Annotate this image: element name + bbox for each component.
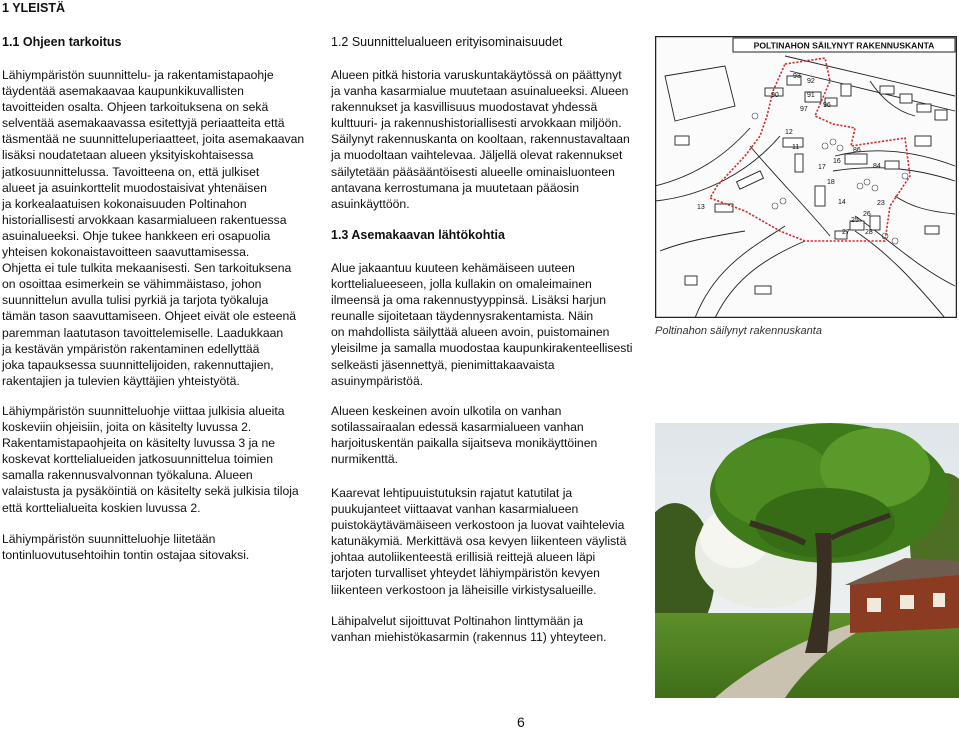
map-label: 12 [785, 129, 793, 136]
map-label: 92 [807, 78, 815, 85]
text-line: antavana kerrostumana ja muutetaan pääosin [331, 180, 579, 195]
text-line: katunäkymiä. Merkittävä osa kevyen liikenteen väylistä [331, 534, 627, 549]
text-line: historiallisesti arvokkaan kasarmialueen rakentuessa [2, 212, 287, 227]
map-label: 18 [827, 179, 835, 186]
middle-paragraph-5 [331, 613, 641, 645]
map-label: 26 [863, 211, 871, 218]
text-line: ilmeensä ja oma rakennustyyppinsä. Lisäksi harjun [331, 293, 607, 308]
map-label: 13 [697, 204, 705, 211]
text-line: valaistusta ja pysäköintiä on käsitelty sekä julkisia tiloja [2, 484, 299, 499]
text-line: Alueen pitkä historia varuskuntakäytössä on päättynyt [331, 68, 622, 82]
map-label: 23 [877, 200, 885, 207]
text-line: nurmikenttä. [331, 452, 399, 467]
heading-erityisominaisuudet: 1.2 Suunnittelualueen erityisominaisuudet [331, 35, 563, 49]
map-label: 25 [851, 217, 859, 224]
map-label: 86 [853, 147, 861, 154]
text-line: ja vanha kasarmialue muutetaan asuinalueeksi. Alueen [331, 84, 629, 99]
left-paragraph-1 [2, 67, 322, 389]
text-line: lisäksi noudatetaan alueen yksityiskohtaisessa [2, 148, 254, 163]
text-line: Säilynyt rakennuskanta on kooltaan, rakennustavaltaan [331, 132, 630, 147]
heading-asemakaavan-lahtokohtia: 1.3 Asemakaavan lähtökohtia [331, 228, 505, 242]
text-line: Lähiympäristön suunnitteluohje viittaa julkisia alueita [2, 404, 285, 418]
text-line: Lähiympäristön suunnitteluohje liitetään [2, 532, 216, 546]
text-line: paremman laatutason tavoittelemiselle. Laadukkaan [2, 325, 284, 340]
map-label: 90 [771, 92, 779, 99]
text-line: Alueen keskeinen avoin ulkotila on vanhan [331, 404, 562, 418]
text-line: että korttelialueita koskien luvussa 2. [2, 500, 201, 515]
text-line: ja kestävän ympäristön rakentaminen edellyttää [2, 341, 260, 356]
text-line: Kaarevat lehtipuuistutuksin rajatut katutilat ja [331, 486, 573, 500]
text-line: on osoittaa esimerkein se vähimmäistaso, johon [2, 277, 262, 292]
text-line: täydentää asemakaavaa kaupunkikuvallisten [2, 84, 244, 99]
map-label: 17 [818, 164, 826, 171]
map-label: 28 [865, 229, 873, 236]
text-line: tontinluovutusehtoihin tontin ostajaa sitovaksi. [2, 548, 250, 563]
text-line: säilytetään pääsääntöisesti alueelle ominaisluonteen [331, 164, 615, 179]
text-line: liikenteen verkostoon ja läheisille virkistysalueille. [331, 582, 597, 597]
text-line: tavoitteiden osalta. Ohjeen tarkoituksena on sekä [2, 100, 269, 115]
text-line: täsmentää ne suunnitteluperiaatteet, joita asemakaavan [2, 132, 305, 147]
text-line: Lähipalvelut sijoittuvat Poltinahon linttymään ja [331, 614, 584, 628]
map-label: 97 [800, 106, 808, 113]
text-line: korttelialueeseen, jolla kullakin on omaleimainen [331, 277, 592, 292]
text-line: Lähiympäristön suunnittelu- ja rakentamistapaohje [2, 68, 274, 82]
heading-ohjeen-tarkoitus: 1.1 Ohjeen tarkoitus [2, 35, 122, 49]
middle-paragraph-1 [331, 67, 641, 212]
section-title: 1 YLEISTÄ [2, 1, 65, 15]
text-line: rakentajien ja tulevien käyttäjien yhteistyötä. [2, 373, 240, 388]
text-line: sotilassairaalan edessä kasarmialueen vanhan [331, 420, 584, 435]
map-label: 96 [823, 102, 831, 109]
text-line: yleisilme ja samalla muodostaa kaupunkirakenteellisesti [331, 341, 633, 356]
text-line: reunalle sijoitetaan täydennysrakentamista. Näin [331, 309, 594, 324]
middle-paragraph-2 [331, 260, 641, 389]
text-line: kulttuuri- ja rakennushistoriallisesti arvokkaan miljöön. [331, 116, 622, 131]
text-line: alueet ja asuinkorttelit muodostaisivat yhtenäisen [2, 180, 267, 195]
text-line: asuinkäyttöön. [331, 196, 410, 211]
map-label: 14 [838, 199, 846, 206]
text-line: jatkosuunnittelussa. Tavoitteena on, että julkiset [2, 164, 260, 179]
map-caption: Poltinahon säilynyt rakennuskanta [655, 325, 822, 337]
text-line: yhteisen kokonaistavoitteen saavuttamisessa. [2, 245, 250, 260]
text-line: selventää asemakaavassa esitettyjä periaatteita että [2, 116, 285, 131]
text-line: puistokäytävämäiseen verkostoon ja luovat vaihtelevia [331, 518, 625, 533]
text-line: puukujanteet viittaavat vanhan kasarmialueen [331, 502, 579, 517]
map-label: 91 [807, 92, 815, 99]
site-map [655, 36, 957, 318]
middle-paragraph-3 [331, 403, 641, 467]
text-line: tämän tason saavuttamiseen. Ohjeet eivät ole esteenä [2, 309, 297, 324]
text-line: rakennukset ja kasvillisuus muodostavat yhdessä [331, 100, 598, 115]
map-label: 93 [793, 73, 801, 80]
middle-paragraph-4 [331, 485, 641, 598]
map-label: 11 [792, 144, 800, 151]
left-paragraph-3 [2, 531, 322, 563]
text-line: koskevat korttelialueiden jatkosuunnittelua toimien [2, 452, 273, 467]
text-line: Ohjetta ei tule tulkita mekaanisesti. Sen tarkoituksena [2, 261, 292, 276]
text-line: ja korkealaatuisen kokonaisuuden Poltinahon [2, 196, 247, 211]
text-line: ja muodoltaan vaihtelevaa. Jäljellä olevat rakennukset [331, 148, 623, 163]
text-line: harjoituskentän paikalla sijaitseva monikäyttöinen [331, 436, 598, 451]
map-label: 84 [873, 163, 881, 170]
text-line: tarjoten turvalliset yhteydet lähiympäristön kevyen [331, 566, 600, 581]
text-line: suunnittelun avulla tulisi pyrkiä ja tarjota työkaluja [2, 293, 269, 308]
text-line: koskeviin ohjeisiin, joita on käsitelty luvussa 2. [2, 420, 252, 435]
text-line: joka tapauksessa suunnittelijoiden, rakennuttajien, [2, 357, 274, 372]
map-label: 16 [833, 158, 841, 165]
text-line: asuinympäristöä. [331, 373, 424, 388]
text-line: samalla rakennusvalvonnan työkaluna. Alueen [2, 468, 253, 483]
text-line: Alue jakaantuu kuuteen kehämäiseen uuteen [331, 261, 575, 275]
map-title: POLTINAHON SÄILYNYT RAKENNUSKANTA [753, 40, 935, 51]
text-line: johtaa autoliikenteestä erillisiä reittejä alueen läpi [331, 550, 596, 565]
text-line: vanhan miehistökasarmin (rakennus 11) yhteyteen. [331, 630, 607, 645]
landscape-photo [655, 423, 959, 698]
map-label: 27 [842, 229, 850, 236]
left-paragraph-2 [2, 403, 322, 516]
text-line: asuinalueeksi. Ohje tukee hankkeen eri osapuolia [2, 228, 271, 243]
text-line: Rakentamistapaohjeita on käsitelty luvussa 3 ja ne [2, 436, 276, 451]
text-line: selkeästi jäsennettyä, pienimittakaavaista [331, 357, 555, 372]
page-number: 6 [517, 714, 525, 730]
text-line: on mahdollista säilyttää alueen avoin, puistomainen [331, 325, 610, 340]
